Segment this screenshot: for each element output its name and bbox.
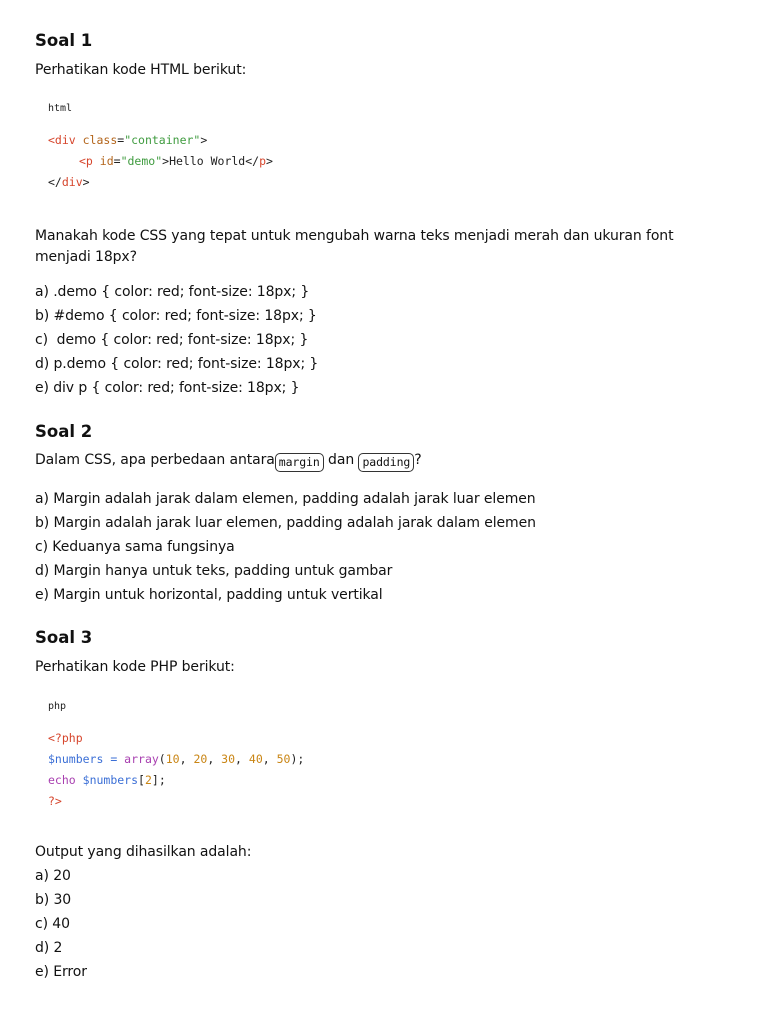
code-token: 30 [221,752,236,766]
code-token: ]; [151,773,166,787]
code-token: "demo" [120,154,163,168]
q2-option-e[interactable]: e) Margin untuk horizontal, padding untuk vertikal [35,587,383,603]
html-code-line-2 [79,154,273,168]
code-token: > [200,133,208,147]
q1-option-a[interactable]: a) .demo { color: red; font-size: 18px; } [35,284,310,300]
php-code-line-1: <?php [48,731,83,745]
code-token: echo [48,773,76,787]
html-code-line-3 [48,175,90,189]
html-code-line-1 [48,133,207,147]
php-code-line-2 [48,752,304,766]
q1-option-c[interactable]: c) demo { color: red; font-size: 18px; } [35,332,309,348]
question-2-text [35,452,422,472]
inline-code-margin: margin [275,453,324,472]
q3-option-e[interactable]: e) Error [35,964,87,980]
code-token: div [61,175,83,189]
q2-option-a[interactable]: a) Margin adalah jarak dalam elemen, padding adalah jarak luar elemen [35,491,536,507]
q3-option-c[interactable]: c) 40 [35,916,70,932]
code-token: </ [48,175,62,189]
question-1-text: Manakah kode CSS yang tepat untuk mengubah warna teks menjadi merah dan ukuran font menjadi 18px? [35,228,674,265]
q2-option-c[interactable]: c) Keduanya sama fungsinya [35,539,235,555]
code-token: <p [79,154,93,168]
code-token: = [117,133,125,147]
question-1-intro: Perhatikan kode HTML berikut: [35,62,247,78]
q1-option-b[interactable]: b) #demo { color: red; font-size: 18px; } [35,308,317,324]
question-2-text-post: ? [414,452,422,468]
q3-option-d[interactable]: d) 2 [35,940,63,956]
q3-option-b[interactable]: b) 30 [35,892,72,908]
q1-option-e[interactable]: e) div p { color: red; font-size: 18px; } [35,380,300,396]
question-1-title: Soal 1 [35,31,93,50]
php-code-line-3 [48,773,166,787]
code-token: = [113,154,121,168]
code-token: class [75,133,118,147]
code-token: 10 [165,752,180,766]
code-token: array [124,752,159,766]
question-2-title: Soal 2 [35,422,93,441]
q3-option-a[interactable]: a) 20 [35,868,71,884]
code-token [76,773,83,787]
question-3-title: Soal 3 [35,628,93,647]
code-token: > [82,175,90,189]
q2-option-b[interactable]: b) Margin adalah jarak luar elemen, padding adalah jarak dalam elemen [35,515,536,531]
code-token: 2 [144,773,152,787]
code-token: </ [245,154,260,168]
code-token: , [262,752,277,766]
code-token: ); [290,752,305,766]
code-token: "container" [124,133,201,147]
inline-code-padding: padding [358,453,414,472]
php-code-line-4: ?> [48,794,62,808]
q2-option-d[interactable]: d) Margin hanya untuk teks, padding untuk gambar [35,563,393,579]
code-token: > [266,154,273,168]
code-token: = [103,752,125,766]
code-token: > [162,154,170,168]
question-2-text-pre: Dalam CSS, apa perbedaan antara [35,452,275,468]
code-token: ( [158,752,166,766]
code-token: $numbers [82,773,139,787]
code-token: $numbers [48,752,104,766]
code-language-label: html [48,103,73,114]
q1-option-d[interactable]: d) p.demo { color: red; font-size: 18px; } [35,356,319,372]
code-token: 50 [276,752,291,766]
code-token: 20 [193,752,208,766]
code-token: , [207,752,222,766]
code-token: , [235,752,249,766]
code-token: 40 [248,752,263,766]
code-token: , [179,752,194,766]
question-3-text: Output yang dihasilkan adalah: [35,844,252,860]
code-token: [ [138,773,145,787]
code-token: <div [48,133,76,147]
code-token: id [92,154,114,168]
question-3-intro: Perhatikan kode PHP berikut: [35,659,235,675]
code-token: Hello World [169,154,246,168]
code-language-label: php [48,701,67,712]
question-2-text-mid: dan [323,452,359,468]
code-token: p [259,154,267,168]
